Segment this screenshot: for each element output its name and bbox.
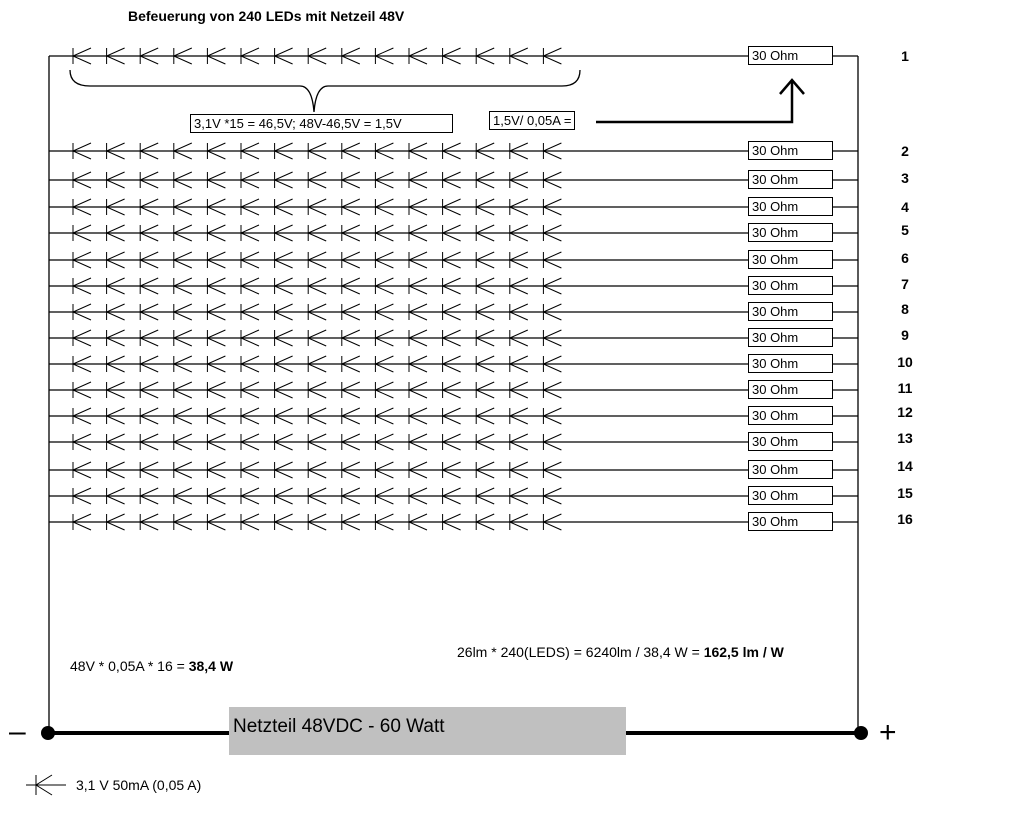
resistor-box: 30 Ohm — [748, 354, 833, 373]
power-supply: Netzteil 48VDC - 60 Watt — [229, 707, 626, 755]
row-number: 11 — [897, 380, 913, 396]
row-number: 5 — [901, 222, 909, 238]
plus-terminal-label: + — [879, 716, 897, 749]
resistor-box: 30 Ohm — [748, 512, 833, 531]
resistor-box: 30 Ohm — [748, 406, 833, 425]
resistor-box: 30 Ohm — [748, 328, 833, 347]
resistor-box: 30 Ohm — [748, 141, 833, 160]
row-number: 1 — [901, 48, 909, 64]
power-calculation-text: 48V * 0,05A * 16 = — [70, 658, 189, 674]
row-number: 4 — [901, 199, 909, 215]
current-calc-box: 1,5V/ 0,05A = — [489, 111, 575, 130]
resistor-box: 30 Ohm — [748, 276, 833, 295]
resistor-box: 30 Ohm — [748, 460, 833, 479]
resistor-box: 30 Ohm — [748, 302, 833, 321]
diagram-title: Befeuerung von 240 LEDs mit Netzeil 48V — [128, 8, 405, 24]
resistor-box: 30 Ohm — [748, 197, 833, 216]
row-number: 14 — [897, 458, 913, 474]
row-number: 7 — [901, 276, 909, 292]
row-number: 6 — [901, 250, 909, 266]
minus-node — [41, 726, 55, 740]
current-arrow — [596, 82, 792, 122]
voltage-calc-box: 3,1V *15 = 46,5V; 48V-46,5V = 1,5V — [190, 114, 453, 133]
supply-wires — [41, 56, 868, 740]
resistor-box: 30 Ohm — [748, 250, 833, 269]
power-calculation-result: 38,4 W — [188, 658, 234, 674]
resistor-box: 30 Ohm — [748, 432, 833, 451]
plus-node — [854, 726, 868, 740]
resistor-box: 30 Ohm — [748, 486, 833, 505]
row-number: 3 — [901, 170, 909, 186]
legend-text: 3,1 V 50mA (0,05 A) — [76, 777, 202, 793]
power-calculation — [70, 658, 233, 674]
row-number: 9 — [901, 327, 909, 343]
efficiency-calculation-result: 162,5 lm / W — [703, 644, 784, 660]
efficiency-calculation — [457, 644, 784, 660]
row-number: 10 — [897, 354, 913, 370]
resistor-box: 30 Ohm — [748, 170, 833, 189]
resistor-box: 30 Ohm — [748, 223, 833, 242]
resistor-box: 30 Ohm — [748, 380, 833, 399]
row-number: 16 — [897, 511, 913, 527]
legend-led-symbol — [26, 775, 66, 795]
minus-terminal-label: – — [9, 715, 26, 748]
wires — [49, 56, 858, 522]
led-group-brace — [70, 70, 580, 112]
row-number: 8 — [901, 301, 909, 317]
row-number: 12 — [897, 404, 913, 420]
resistor-box: 30 Ohm — [748, 46, 833, 65]
efficiency-calculation-text: 26lm * 240(LEDS) = 6240lm / 38,4 W = — [457, 644, 704, 660]
row-number: 13 — [897, 430, 913, 446]
row-number: 2 — [901, 143, 909, 159]
row-number: 15 — [897, 485, 913, 501]
